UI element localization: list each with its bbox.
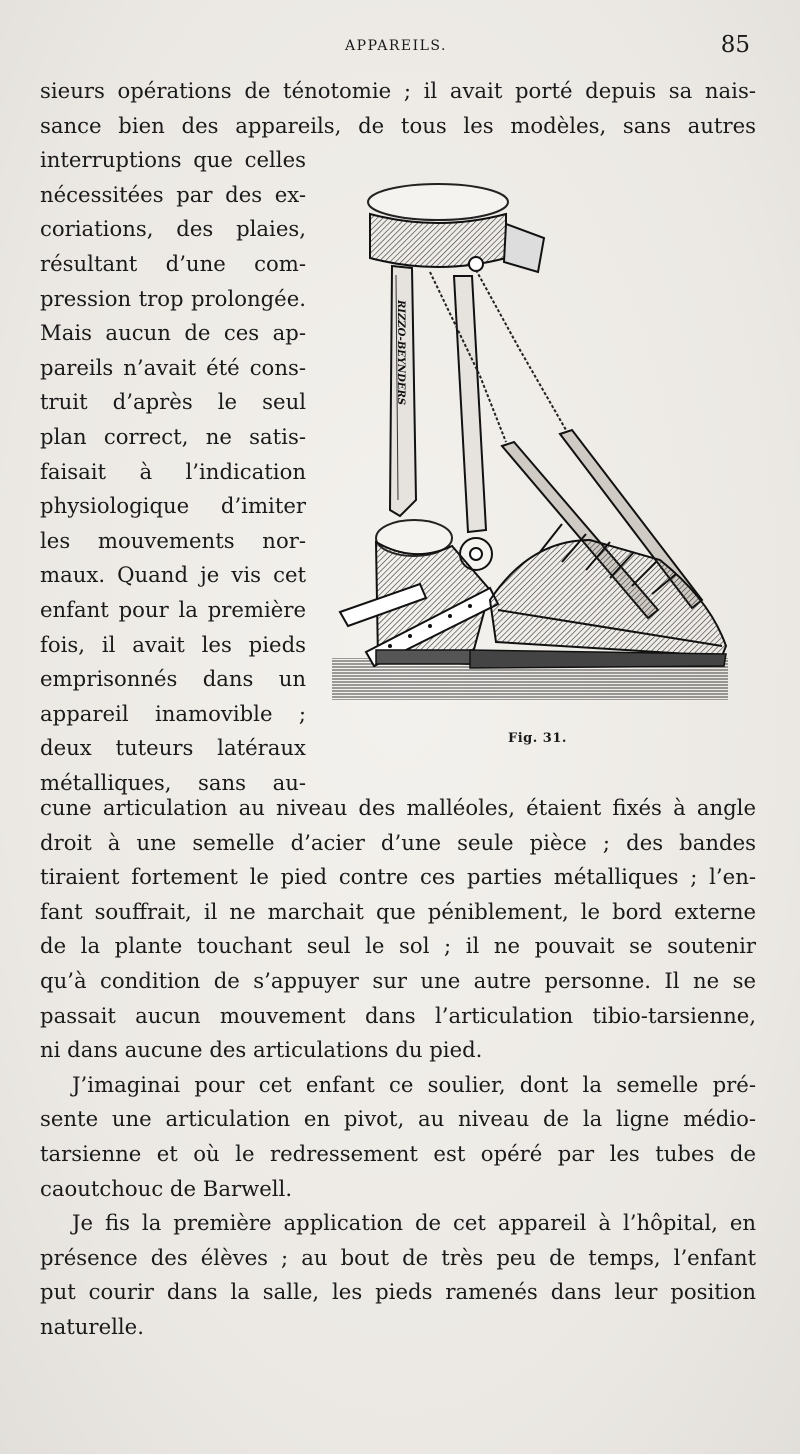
text-line: J’imaginai pour cet enfant ce soulier, dont la semelle pré-: [72, 1071, 756, 1097]
text-line: présence des élèves ; au bout de très peu de temps, l’enfant: [40, 1244, 756, 1270]
text-line: coriations, des plaies,: [40, 216, 306, 242]
text-line: emprisonnés dans un: [40, 666, 306, 692]
text-line: qu’à condition de s’appuyer sur une autre personne. Il ne se: [40, 967, 756, 993]
svg-text:RIZZO-BEYNDERS: RIZZO-BEYNDERS: [395, 300, 406, 405]
text-line: faisait à l’indication: [40, 458, 306, 484]
text-line: appareil inamovible ;: [40, 700, 306, 726]
text-line: put courir dans la salle, les pieds ramenés dans leur position: [40, 1279, 756, 1305]
text-line: truit d’après le seul: [40, 389, 306, 415]
text-line: pression trop prolongée.: [40, 285, 306, 311]
running-head: APPAREILS.: [345, 38, 447, 54]
text-line: fois, il avait les pieds: [40, 631, 306, 657]
text-line: sente une articulation en pivot, au niveau de la ligne médio-: [40, 1106, 756, 1132]
text-line: sieurs opérations de ténotomie ; il avait porté depuis sa nais-: [40, 78, 756, 103]
text-line: métalliques, sans au-: [40, 769, 306, 795]
text-line: enfant pour la première: [40, 596, 306, 622]
brace-shoe-engraving: [330, 180, 730, 740]
text-line: passait aucun mouvement dans l’articulation tibio-tarsienne,: [40, 1002, 756, 1028]
text-line: pareils n’avait été cons-: [40, 354, 306, 380]
text-line: tiraient fortement le pied contre ces parties métalliques ; l’en-: [40, 864, 756, 890]
figure-caption: Fig. 31.: [508, 731, 567, 746]
text-line: nécessitées par des ex-: [40, 181, 306, 207]
text-line: cune articulation au niveau des malléoles, étaient fixés à angle: [40, 795, 756, 820]
text-line: de la plante touchant seul le sol ; il ne pouvait se soutenir: [40, 933, 756, 959]
text-line: les mouvements nor-: [40, 527, 306, 553]
text-line: Je fis la première application de cet appareil à l’hôpital, en: [72, 1210, 756, 1236]
text-line: naturelle.: [40, 1313, 144, 1339]
text-line: interruptions que celles: [40, 147, 306, 173]
text-line: maux. Quand je vis cet: [40, 562, 306, 588]
text-line: physiologique d’imiter: [40, 493, 306, 519]
page-number: 85: [720, 32, 750, 58]
paragraph-bottom: [40, 791, 756, 1345]
text-line: droit à une semelle d’acier d’une seule pièce ; des bandes: [40, 829, 756, 855]
text-line: deux tuteurs latéraux: [40, 735, 306, 761]
text-line: sance bien des appareils, de tous les modèles, sans autres: [40, 112, 756, 138]
text-line: tarsienne et où le redressement est opéré par les tubes de: [40, 1140, 756, 1166]
text-line: fant souffrait, il ne marchait que péniblement, le bord externe: [40, 898, 756, 924]
text-line: Mais aucun de ces ap-: [40, 320, 306, 346]
text-line: plan correct, ne satis-: [40, 423, 306, 449]
text-line: résultant d’une com-: [40, 250, 306, 276]
text-line: ni dans aucune des articulations du pied.: [40, 1037, 483, 1063]
text-line: caoutchouc de Barwell.: [40, 1175, 293, 1201]
page-header: [40, 32, 752, 62]
